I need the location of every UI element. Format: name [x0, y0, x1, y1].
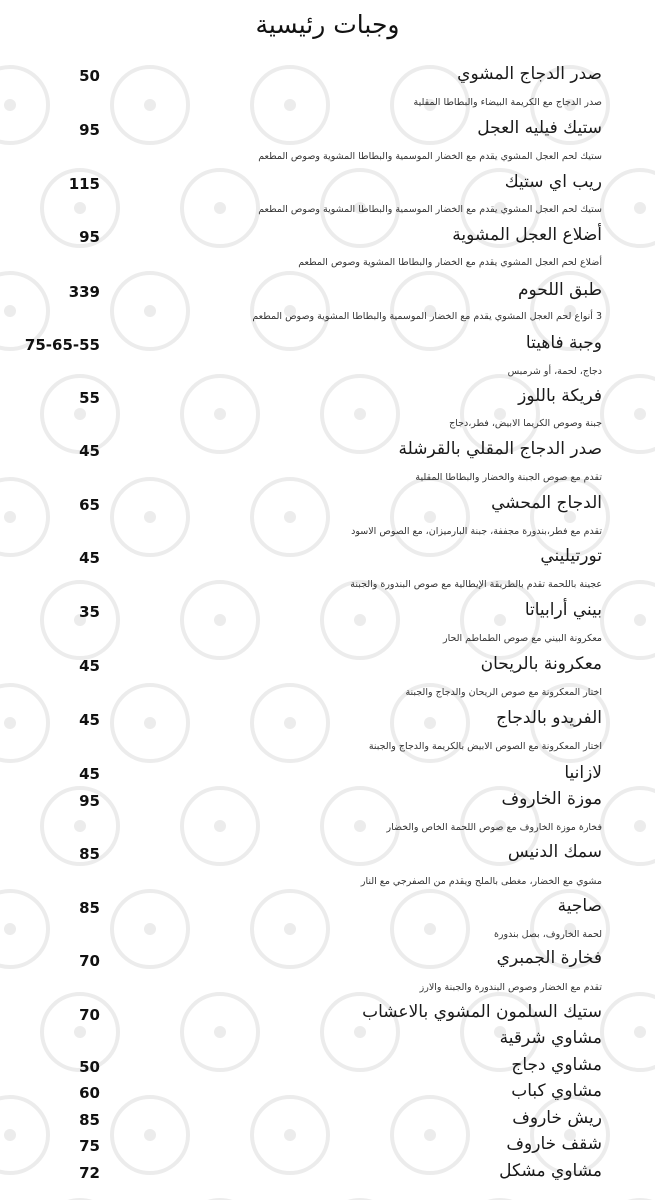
item-description: تقدم مع فطر،بندورة مجففة، جبنة البارميزان، مع الصوص الاسود	[351, 526, 602, 537]
item-name: سمك الدنيس	[507, 842, 602, 862]
item-price: 45	[79, 657, 100, 675]
item-name: فخارة الجمبري	[496, 948, 602, 968]
item-description: 3 أنواع لحم العجل المشوي يقدم مع الخضار الموسمية والبطاطا المشوية وصوص المطعم	[252, 311, 602, 322]
item-name: صدر الدجاج المشوي	[457, 64, 602, 84]
item-price: 45	[79, 442, 100, 460]
item-price: 35	[79, 603, 100, 621]
item-name: معكرونة بالريحان	[480, 654, 602, 674]
item-description: معكرونة البيني مع صوص الطماطم الحار	[443, 633, 602, 644]
item-price: 95	[79, 792, 100, 810]
item-name: الفريدو بالدجاج	[496, 708, 602, 728]
item-name: مشاوي شرقية	[499, 1028, 602, 1048]
item-description: صدر الدجاج مع الكريمة البيضاء والبطاطا المقلية	[413, 97, 602, 108]
item-name: فريكة باللوز	[518, 386, 602, 406]
item-price: 45	[79, 711, 100, 729]
item-name: ستيك السلمون المشوي بالاعشاب	[362, 1002, 602, 1022]
item-name: موزة الخاروف	[501, 789, 602, 809]
item-price: 70	[79, 1006, 100, 1024]
item-name: طبق اللحوم	[517, 280, 602, 300]
item-name: ريش خاروف	[512, 1108, 602, 1128]
item-price: 75-65-55	[24, 336, 100, 354]
item-price: 50	[79, 67, 100, 85]
item-price: 55	[79, 389, 100, 407]
item-name: تورتيليني	[540, 546, 602, 566]
item-price: 45	[79, 549, 100, 567]
item-name: لازانيا	[564, 763, 602, 783]
item-description: عجينة باللحمة تقدم بالطريقة الإيطالية مع صوص البندورة والجبنة	[350, 579, 602, 590]
item-price: 50	[79, 1058, 100, 1076]
item-description: فخارة موزة الخاروف مع صوص اللحمة الخاص والخضار	[386, 822, 602, 833]
item-name: مشاوي مشكل	[499, 1161, 602, 1181]
item-name: شقف خاروف	[506, 1134, 602, 1154]
item-description: ستيك لحم العجل المشوي يقدم مع الخضار الموسمية والبطاطا المشوية وصوص المطعم	[258, 151, 602, 162]
item-price: 85	[79, 845, 100, 863]
item-price: 85	[79, 1111, 100, 1129]
menu-title: وجبات رئيسية	[255, 10, 400, 39]
item-name: أضلاع العجل المشوية	[452, 225, 602, 245]
item-description: لحمة الخاروف، بصل بندورة	[493, 929, 602, 940]
item-name: بيني أرابياتا	[524, 600, 602, 620]
item-price: 115	[68, 175, 100, 193]
item-price: 75	[79, 1137, 100, 1155]
item-description: اختار المعكرونة مع صوص الريحان والدجاج والجبنة	[405, 687, 602, 698]
item-description: أضلاع لحم العجل المشوي يقدم مع الخضار والبطاطا المشوية وصوص المطعم	[298, 257, 602, 268]
item-description: اختار المعكرونة مع الصوص الابيض بالكريمة والدجاج والجبنة	[368, 741, 602, 752]
item-name: وجبة فاهيتا	[525, 333, 602, 353]
item-description: دجاج، لحمة، أو شرمبس	[507, 366, 602, 377]
item-description: ستيك لحم العجل المشوي يقدم مع الخضار الموسمية والبطاطا المشوية وصوص المطعم	[258, 204, 602, 215]
item-description: تقدم مع صوص الجبنة والخضار والبطاطا المقلية	[415, 472, 602, 483]
item-description: تقدم مع الخضار وصوص البندورة والجبنة والارز	[419, 982, 602, 993]
item-name: مشاوي دجاج	[511, 1055, 602, 1075]
item-description: جبنة وصوص الكريما الابيض، فطر،دجاج	[449, 418, 602, 429]
item-price: 45	[79, 765, 100, 783]
item-price: 95	[79, 228, 100, 246]
item-price: 95	[79, 121, 100, 139]
item-price: 85	[79, 899, 100, 917]
item-name: صدر الدجاج المقلي بالقرشلة	[398, 439, 602, 459]
item-name: ريب اي ستيك	[504, 172, 602, 192]
item-price: 339	[68, 283, 100, 301]
item-name: الدجاج المحشي	[491, 493, 602, 513]
item-name: مشاوي كباب	[511, 1081, 602, 1101]
item-price: 60	[79, 1084, 100, 1102]
item-name: ستيك فيليه العجل	[477, 118, 602, 138]
item-price: 72	[79, 1164, 100, 1182]
item-price: 65	[79, 496, 100, 514]
item-price: 70	[79, 952, 100, 970]
item-name: صاجية	[557, 896, 602, 916]
item-description: مشوي مع الخضار، مغطى بالملح ويقدم من الصفرجي مع النار	[360, 876, 602, 887]
